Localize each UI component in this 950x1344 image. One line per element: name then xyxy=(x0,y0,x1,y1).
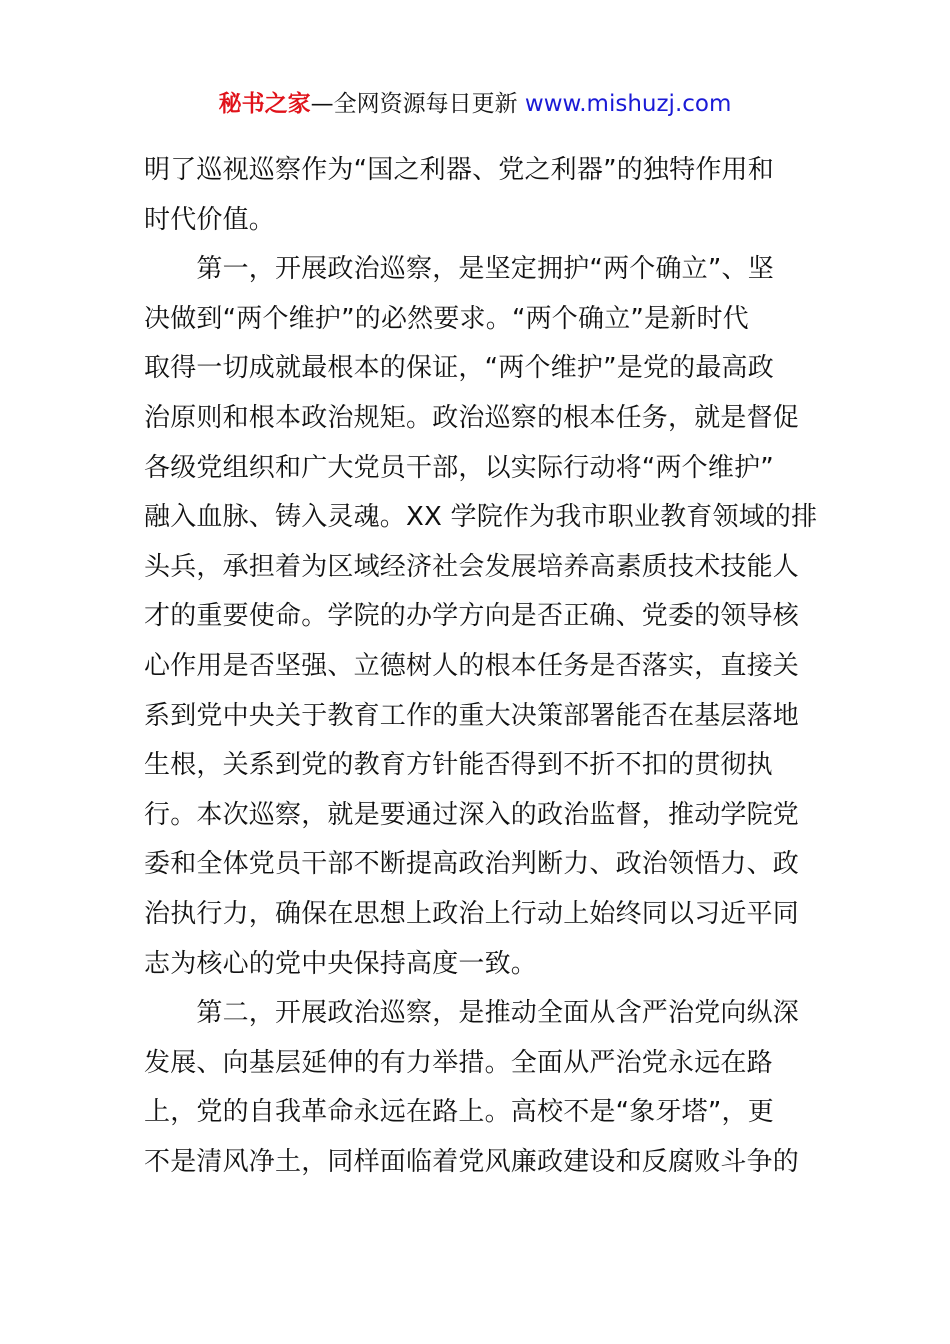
text-line: 上，党的自我革命永远在路上。高校不是“象牙塔”，更 xyxy=(144,1097,774,1128)
text-line: 取得一切成就最根本的保证，“两个维护”是党的最高政 xyxy=(144,353,774,384)
text-line: 系到党中央关于教育工作的重大决策部署能否在基层落地 xyxy=(144,700,800,731)
brand-name: 秘书之家 xyxy=(218,91,311,117)
site-url-link[interactable]: www.mishuzj.com xyxy=(524,91,732,117)
text-line: 时代价值。 xyxy=(144,204,276,235)
text-line: 决做到“两个维护”的必然要求。“两个确立”是新时代 xyxy=(144,303,749,334)
text-line: 各级党组织和广大党员干部，以实际行动将“两个维护” xyxy=(144,452,774,483)
body-text xyxy=(144,146,818,1187)
text-line: 心作用是否坚强、立德树人的根本任务是否落实，直接关 xyxy=(144,650,800,681)
text-line: 头兵，承担着为区域经济社会发展培养高素质技术技能人 xyxy=(144,551,800,582)
text-line: 生根，关系到党的教育方针能否得到不折不扣的贯彻执 xyxy=(144,750,773,781)
header-tagline: —全网资源每日更新 xyxy=(310,91,525,117)
page-header xyxy=(0,88,950,120)
text-line: 行。本次巡察，就是要通过深入的政治监督，推动学院党 xyxy=(144,799,800,830)
text-line: 明了巡视巡察作为“国之利器、党之利器”的独特作用和 xyxy=(144,155,774,185)
paragraph-first-line: 第二，开展政治巡察，是推动全面从含严治党向纵深 xyxy=(144,998,800,1029)
text-line: 不是清风净土，同样面临着党风廉政建设和反腐败斗争的 xyxy=(144,1146,800,1177)
text-line: 治原则和根本政治规矩。政治巡察的根本任务，就是督促 xyxy=(144,402,800,433)
text-line: 才的重要使命。学院的办学方向是否正确、党委的领导核 xyxy=(144,601,800,632)
text-line: 治执行力，确保在思想上政治上行动上始终同以习近平同 xyxy=(144,898,800,929)
text-line: 委和全体党员干部不断提高政治判断力、政治领悟力、政 xyxy=(144,849,800,880)
text-line: 融入血脉、铸入灵魂。XX 学院作为我市职业教育领域的排 xyxy=(144,502,818,533)
text-line: 发展、向基层延伸的有力举措。全面从严治党永远在路 xyxy=(144,1047,773,1078)
text-line: 志为核心的党中央保持高度一致。 xyxy=(144,948,538,979)
paragraph-first-line: 第一，开展政治巡察，是坚定拥护“两个确立”、坚 xyxy=(144,254,774,285)
